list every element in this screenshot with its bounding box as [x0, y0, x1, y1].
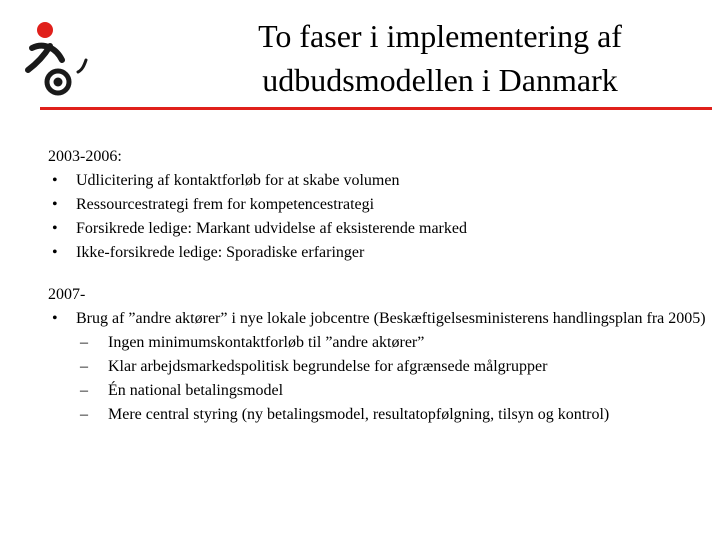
sub-list-item — [76, 379, 708, 403]
bullet-list-2007 — [48, 307, 708, 427]
list-item-text: Brug af ”andre aktører” i nye lokale jobcentre (Beskæftigelsesministerens handlingsplan fra 2005) — [76, 310, 706, 327]
dash-marker: – — [80, 382, 88, 399]
list-item-text: Forsikrede ledige: Markant udvidelse af eksisterende marked — [76, 220, 467, 237]
list-item — [48, 241, 708, 265]
dash-marker: – — [80, 334, 88, 351]
sub-list-item-text: Én national betalingsmodel — [108, 382, 284, 399]
list-item — [48, 193, 708, 217]
bullet-marker: • — [52, 244, 58, 261]
section-heading-2003: 2003-2006: — [48, 148, 122, 165]
bullet-marker: • — [52, 196, 58, 213]
list-item — [48, 217, 708, 241]
list-item — [48, 169, 708, 193]
dash-marker: – — [80, 406, 88, 423]
bullet-marker: • — [52, 172, 58, 189]
sub-bullet-list — [76, 331, 708, 427]
title-divider — [40, 107, 712, 110]
list-item-text: Udlicitering af kontaktforløb for at skabe volumen — [76, 172, 400, 189]
bullet-list-2003 — [48, 169, 708, 265]
sub-list-item — [76, 403, 708, 427]
sub-list-item-text: Mere central styring (ny betalingsmodel, resultatopfølgning, tilsyn og kontrol) — [108, 406, 610, 423]
slide-title — [160, 14, 720, 102]
title-line-1: To faser i implementering af — [258, 18, 622, 54]
sub-list-item-text: Klar arbejdsmarkedspolitisk begrundelse for afgrænsede målgrupper — [108, 358, 548, 375]
section-heading-2007: 2007- — [48, 286, 86, 303]
list-item — [48, 307, 708, 427]
list-item-text: Ikke-forsikrede ledige: Sporadiske erfaringer — [76, 244, 365, 261]
dash-marker: – — [80, 358, 88, 375]
bullet-marker: • — [52, 310, 58, 327]
sub-list-item — [76, 355, 708, 379]
figure-logo-icon — [22, 18, 104, 100]
title-line-2: udbudsmodellen i Danmark — [262, 62, 618, 98]
sub-list-item — [76, 331, 708, 355]
bullet-marker: • — [52, 220, 58, 237]
sub-list-item-text: Ingen minimumskontaktforløb til ”andre aktører” — [108, 334, 425, 351]
slide-body — [48, 145, 708, 427]
list-item-text: Ressourcestrategi frem for kompetencestrategi — [76, 196, 375, 213]
